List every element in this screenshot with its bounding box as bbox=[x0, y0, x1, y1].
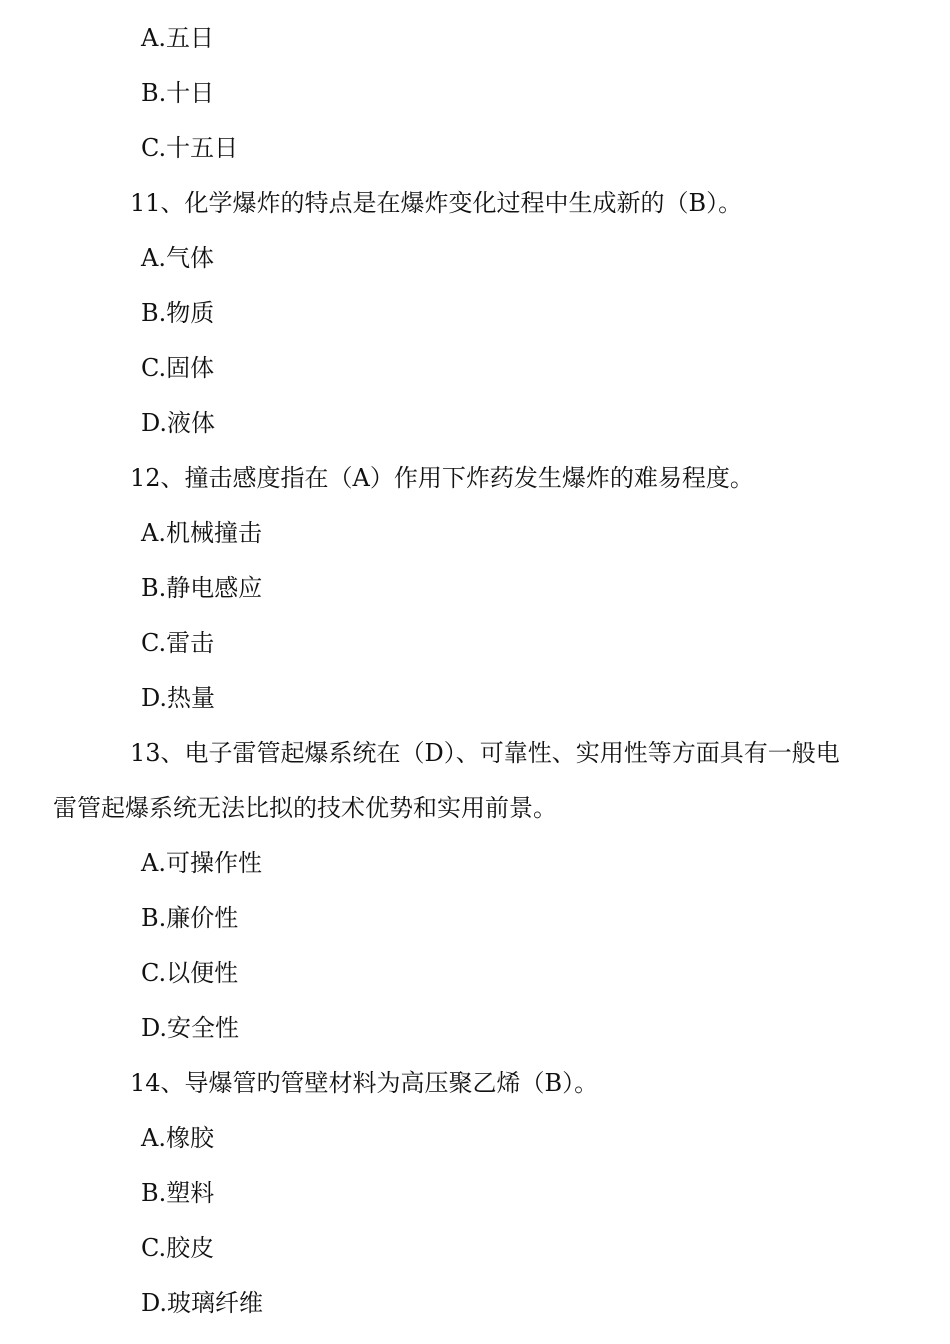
option-c: C.雷击 bbox=[141, 629, 215, 657]
option-c: C.胶皮 bbox=[141, 1234, 215, 1262]
option-c: C.固体 bbox=[141, 354, 215, 382]
option-d: D.安全性 bbox=[141, 1014, 240, 1042]
option-c: C.以便性 bbox=[141, 959, 239, 987]
question-11: 11、化学爆炸的特点是在爆炸变化过程中生成新的（B）。 bbox=[130, 189, 743, 217]
option-a: A.机械撞击 bbox=[141, 519, 262, 547]
option-b: B.物质 bbox=[141, 299, 215, 327]
question-12: 12、撞击感度指在（A）作用下炸药发生爆炸的难易程度。 bbox=[130, 464, 754, 492]
option-d: D.液体 bbox=[141, 409, 216, 437]
option-b: B.廉价性 bbox=[141, 904, 239, 932]
option-a: A.气体 bbox=[141, 244, 214, 272]
option-c: C.十五日 bbox=[141, 134, 239, 162]
option-a: A.五日 bbox=[141, 24, 214, 52]
option-d: D.玻璃纤维 bbox=[141, 1289, 264, 1317]
option-b: B.十日 bbox=[141, 79, 215, 107]
option-a: A.可操作性 bbox=[141, 849, 262, 877]
option-d: D.热量 bbox=[141, 684, 216, 712]
question-14: 14、导爆管旳管壁材料为高压聚乙烯（B）。 bbox=[130, 1069, 599, 1097]
option-a: A.橡胶 bbox=[141, 1124, 214, 1152]
question-13: 13、电子雷管起爆系统在（D）、可靠性、实用性等方面具有一般电 bbox=[130, 739, 840, 767]
question-13-continuation: 雷管起爆系统无法比拟的技术优势和实用前景。 bbox=[53, 794, 557, 822]
option-b: B.静电感应 bbox=[141, 574, 263, 602]
option-b: B.塑料 bbox=[141, 1179, 215, 1207]
